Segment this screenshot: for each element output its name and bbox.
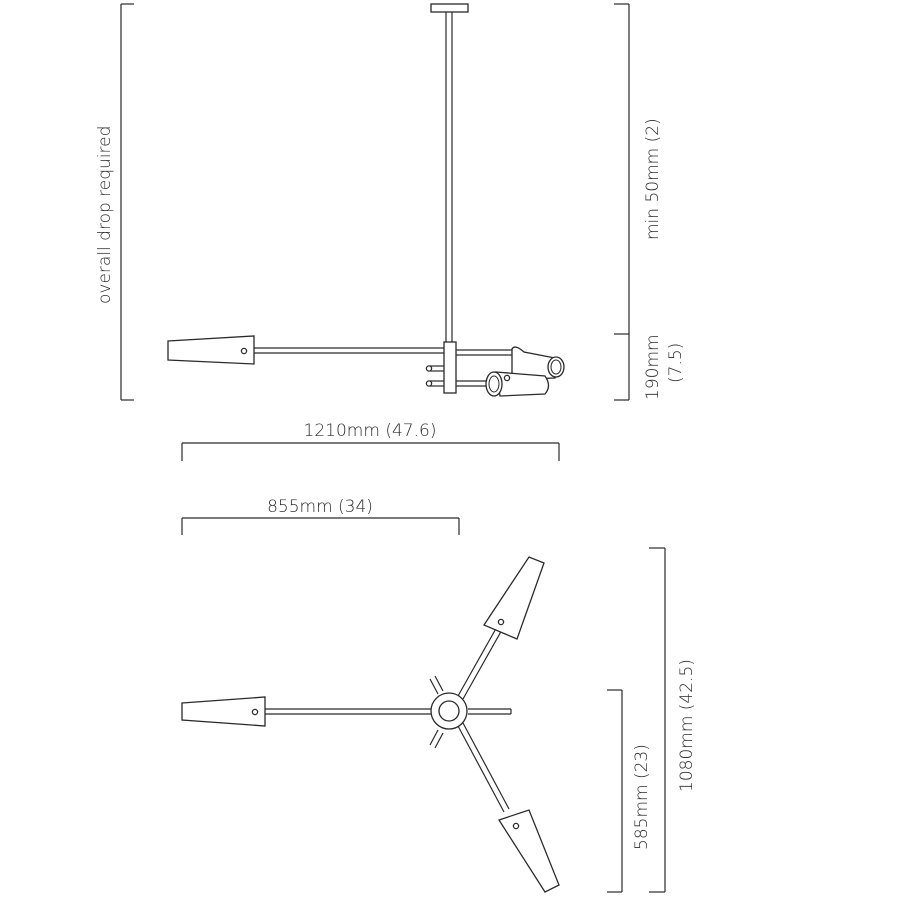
right-lower-shade-side — [496, 372, 549, 396]
lower-depth-label: 585mm (23) — [632, 744, 652, 850]
top-depth-label: 1080mm (42.5) — [677, 659, 697, 792]
overall-drop-label: overall drop required — [95, 125, 115, 304]
fixture-height-bracket — [614, 334, 629, 400]
min-drop-bracket — [614, 4, 629, 334]
lower-right-shade-plan — [499, 810, 559, 892]
ceiling-canopy — [431, 4, 468, 12]
arm-span-label: 855mm (34) — [267, 497, 373, 517]
hub-plan-inner — [439, 701, 459, 721]
overall-width-label: 1210mm (47.6) — [303, 421, 437, 441]
side-elevation-view — [95, 4, 686, 461]
fixture-height-in-label: (7.5) — [666, 342, 686, 383]
overall-width-bracket — [182, 443, 559, 461]
overall-drop-bracket — [121, 4, 134, 400]
upper-right-shade-screw — [498, 619, 503, 624]
left-shade-plan-screw — [252, 709, 257, 714]
min-drop-label: min 50mm (2) — [643, 118, 663, 240]
hub-body-side — [444, 342, 456, 393]
lower-right-shade-screw — [513, 823, 518, 828]
lower-depth-bracket — [607, 690, 622, 892]
upper-right-shade-plan — [484, 557, 544, 639]
fixture-height-mm-label: 190mm — [643, 334, 663, 400]
left-shade-screw — [241, 348, 246, 353]
plan-view — [182, 497, 697, 892]
arm-span-bracket — [182, 518, 459, 535]
